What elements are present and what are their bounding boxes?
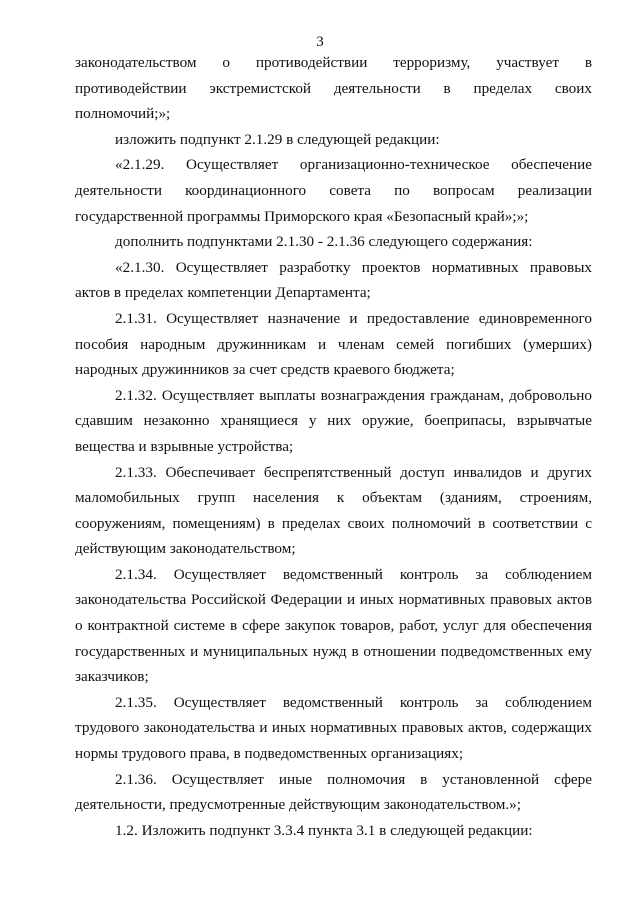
paragraph-2-1-32: 2.1.32. Осуществляет выплаты вознаграждения гражданам, добровольно сдавшим незаконно хранящиеся у них оружие, боеприпасы, взрывчатые вещества и взрывные устройства; (75, 386, 592, 455)
document-body (75, 50, 592, 843)
paragraph-2-1-33: 2.1.33. Обеспечивает беспрепятственный доступ инвалидов и других маломобильных групп населения к объектам (зданиям, строениям, сооружениям, помещениям) в пределах своих полномочий в соответствии с действующим законодательством; (75, 463, 592, 558)
paragraph-edit-instruction-2-1-29: изложить подпункт 2.1.29 в следующей редакции: (115, 130, 440, 148)
paragraph-1-2: 1.2. Изложить подпункт 3.3.4 пункта 3.1 в следующей редакции: (115, 821, 533, 839)
paragraph-2-1-35: 2.1.35. Осуществляет ведомственный контроль за соблюдением трудового законодательства и иных нормативных правовых актов, содержащих нормы трудового права, в подведомственных организациях; (75, 693, 592, 763)
paragraph-2-1-30: «2.1.30. Осуществляет разработку проектов нормативных правовых актов в пределах компетенции Департамента; (75, 258, 592, 302)
paragraph-continuation: законодательством о противодействии терроризму, участвует в противодействии экстремистской деятельности в пределах своих полномочий;»; (75, 54, 592, 123)
paragraph-2-1-34: 2.1.34. Осуществляет ведомственный контроль за соблюдением законодательства Российской Федерации и иных нормативных правовых актов о контрактной системе в сфере закупок товаров, работ, услуг для обеспечения государственных и муниципальных нужд в отношении подведомственных ему заказчиков; (75, 565, 592, 686)
paragraph-2-1-29: «2.1.29. Осуществляет организационно-техническое обеспечение деятельности координационного совета по вопросам реализации государственной программы Приморского края «Безопасный край»;»; (75, 156, 592, 225)
paragraph-2-1-36: 2.1.36. Осуществляет иные полномочия в установленной сфере деятельности, предусмотренные действующим законодательством.»; (75, 770, 592, 814)
paragraph-add-instruction: дополнить подпунктами 2.1.30 - 2.1.36 следующего содержания: (115, 233, 533, 251)
page-number: 3 (316, 34, 324, 50)
paragraph-2-1-31: 2.1.31. Осуществляет назначение и предоставление единовременного пособия народным дружинникам и членам семей погибших (умерших) народных дружинников за счет средств краевого бюджета; (75, 309, 592, 379)
